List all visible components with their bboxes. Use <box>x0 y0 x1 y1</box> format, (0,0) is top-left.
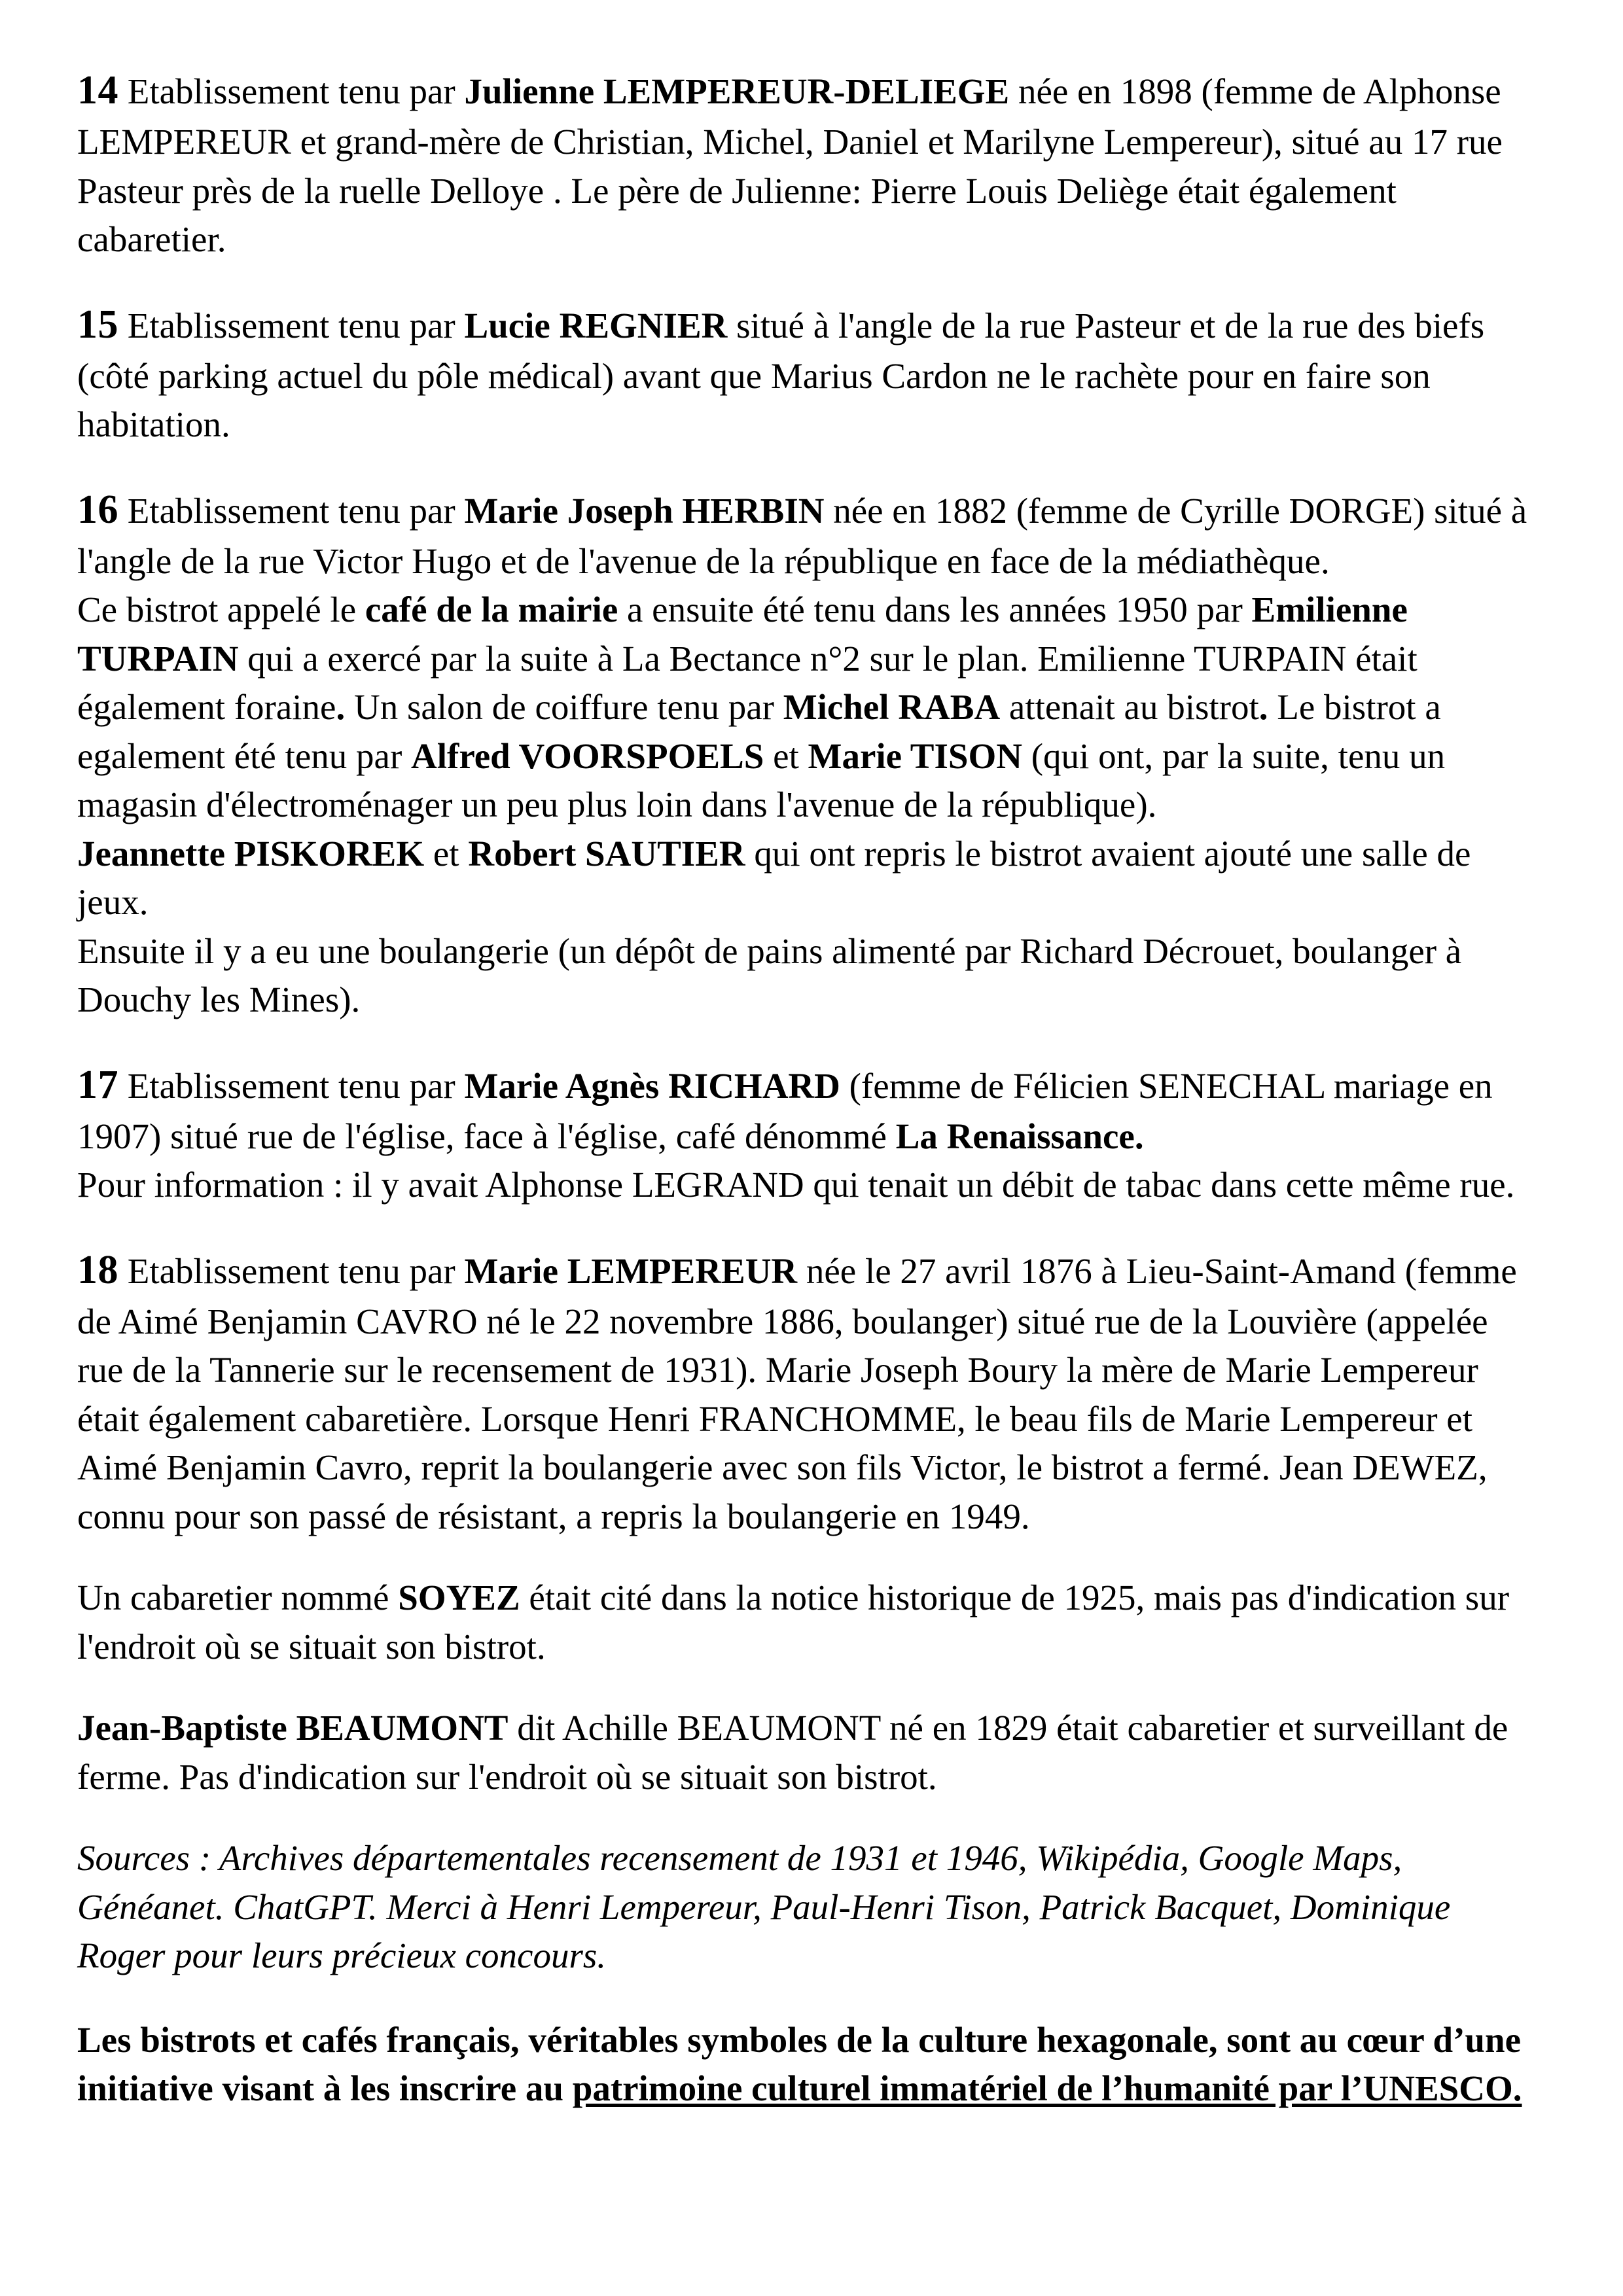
entry-15 <box>77 297 1537 450</box>
body-text: Ensuite il y a eu une boulangerie (un dépôt de pains alimenté par Richard Décrouet, boulanger à Douchy les Mines). <box>77 930 1462 1020</box>
emphasised-name: Marie Agnès RICHARD <box>464 1065 840 1106</box>
note-beaumont <box>77 1704 1537 1801</box>
body-text: Pour information : il y avait Alphonse LEGRAND qui tenait un débit de tabac dans cette même rue. <box>77 1165 1515 1205</box>
closing-statement <box>77 2016 1537 2113</box>
body-text: Etablissement tenu par <box>118 490 465 531</box>
body-text: a ensuite été tenu dans les années 1950 par <box>618 590 1252 630</box>
body-text: Ce bistrot appelé le <box>77 590 365 630</box>
entry-18 <box>77 1243 1537 1542</box>
emphasised-name: Robert SAUTIER <box>468 833 745 874</box>
entry-number: 14 <box>77 68 118 113</box>
body-text: Un cabaretier nommé <box>77 1578 399 1618</box>
body-text: était cité dans la notice historique de 1925, mais pas d'indication sur l'endroit où se situait son bistrot. <box>77 1578 1510 1667</box>
emphasised-name: Les bistrots et cafés français, véritables symboles de la culture hexagonale, sont au cœur d’une initiative visant à les inscrire au <box>77 2019 1522 2109</box>
body-text: Etablissement tenu par <box>118 1250 465 1291</box>
entry-number: 18 <box>77 1247 118 1292</box>
entry-14 <box>77 63 1537 264</box>
entry-number: 15 <box>77 302 118 347</box>
emphasised-name: Alfred VOORSPOELS <box>411 735 764 776</box>
emphasised-name: Jeannette PISKOREK <box>77 833 425 874</box>
body-text: Etablissement tenu par <box>118 305 465 345</box>
emphasised-name: . <box>1258 687 1268 728</box>
emphasised-name: Lucie REGNIER <box>464 305 728 345</box>
body-text: situé à l'angle de la rue Pasteur et de la rue des biefs (côté parking actuel du pôle médical) avant que Marius Cardon ne le rachète pour en faire son habitation. <box>77 305 1485 445</box>
emphasised-name: Julienne LEMPEREUR-DELIEGE <box>464 71 1010 111</box>
body-text: (femme de Félicien SENECHAL mariage en 1907) situé rue de l'église, face à l'église, café dénommé <box>77 1065 1493 1156</box>
body-text: Un salon de coiffure tenu par <box>345 687 783 728</box>
entry-number: 16 <box>77 487 118 532</box>
underlined-phrase: patrimoine culturel immatériel de l’humanité par l’UNESCO. <box>572 2068 1522 2109</box>
emphasised-name: Jean-Baptiste BEAUMONT <box>77 1708 508 1748</box>
document-body <box>77 63 1537 2113</box>
body-text: dit Achille BEAUMONT né en 1829 était cabaretier et surveillant de ferme. Pas d'indication sur l'endroit où se situait son bistrot. <box>77 1708 1508 1797</box>
body-text: Le bistrot a egalement été tenu par <box>77 687 1441 776</box>
body-text: Etablissement tenu par <box>118 71 465 111</box>
emphasised-name: . <box>336 687 346 728</box>
emphasised-name: Marie Joseph HERBIN <box>464 490 825 531</box>
body-text: et <box>764 735 808 776</box>
emphasised-name: Marie LEMPEREUR <box>464 1250 798 1291</box>
body-text: née en 1882 (femme de Cyrille DORGE) situé à l'angle de la rue Victor Hugo et de l'avenue de la république en face de la médiathèque. <box>77 490 1527 581</box>
emphasised-name: Emilienne TURPAIN <box>77 590 1408 679</box>
body-text: qui ont repris le bistrot avaient ajouté une salle de jeux. <box>77 833 1471 923</box>
body-text: Etablissement tenu par <box>118 1065 465 1106</box>
note-soyez <box>77 1574 1537 1671</box>
body-text: née le 27 avril 1876 à Lieu-Saint-Amand (femme de Aimé Benjamin CAVRO né le 22 novembre 1886, boulanger) situé rue de la Louvière (appelée rue de la Tannerie sur le recensement de 1931). Marie Joseph Boury la mère de Marie Lempereur était également cabaretière. Lorsque Henri FRANCHOMME, le beau fils de Marie Lempereur et Aimé Benjamin Cavro, reprit la boulangerie avec son fils Victor, le bistrot a fermé. Jean DEWEZ, connu pour son passé de résistant, a repris la boulangerie en 1949. <box>77 1250 1517 1536</box>
body-text: (qui ont, par la suite, tenu un magasin d'électroménager un peu plus loin dans l'avenue de la république). <box>77 735 1446 825</box>
body-text: qui a exercé par la suite à La Bectance n°2 sur le plan. Emilienne TURPAIN était également foraine <box>77 638 1418 728</box>
body-text: attenait au bistrot <box>1000 687 1259 728</box>
entry-16 <box>77 482 1537 1025</box>
entry-17 <box>77 1057 1537 1210</box>
emphasised-name: Michel RABA <box>783 687 1001 728</box>
entry-number: 17 <box>77 1062 118 1107</box>
emphasised-name: café de la mairie <box>365 590 618 630</box>
body-text: née en 1898 (femme de Alphonse LEMPEREUR et grand-mère de Christian, Michel, Daniel et Marilyne Lempereur), situé au 17 rue Pasteur près de la ruelle Delloye . Le père de Julienne: Pierre Louis Deliège était également cabaretier. <box>77 71 1503 260</box>
body-text: et <box>424 833 469 874</box>
emphasised-name: Marie TISON <box>808 735 1022 776</box>
emphasised-name: La Renaissance. <box>895 1116 1144 1156</box>
sources-note: Sources : Archives départementales recensement de 1931 et 1946, Wikipédia, Google Maps, Généanet. ChatGPT. Merci à Henri Lempereur, Paul-Henri Tison, Patrick Bacquet, Dominique Roger pour leurs précieux concours. <box>77 1838 1451 1976</box>
emphasised-name: SOYEZ <box>398 1578 520 1618</box>
